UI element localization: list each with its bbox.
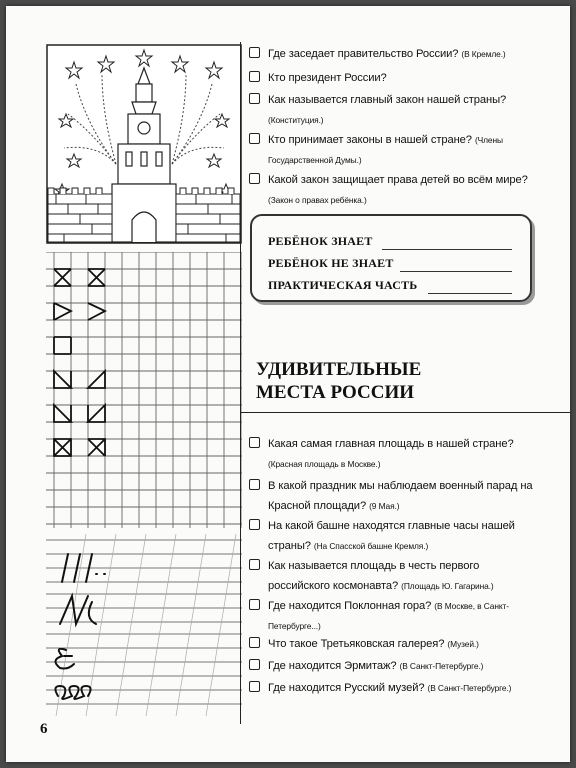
answer-hint: (В Кремле.)	[461, 49, 506, 59]
section-title-line: УДИВИТЕЛЬНЫЕ	[256, 359, 422, 380]
question-item	[249, 516, 537, 556]
answer-checkbox[interactable]	[249, 133, 260, 144]
question-item	[249, 634, 537, 654]
knows-answer-line[interactable]	[382, 249, 512, 250]
handwriting-practice	[46, 534, 242, 716]
question-text: Кто принимает законы в нашей стране?	[268, 134, 472, 146]
question-text: На какой башне находятся главные часы нашей страны?	[268, 520, 515, 552]
not-knows-label: РЕБЁНОК НЕ ЗНАЕТ	[268, 256, 394, 270]
answer-hint: (Площадь Ю. Гагарина.)	[401, 581, 494, 591]
column-divider	[240, 42, 241, 724]
answer-checkbox[interactable]	[249, 659, 260, 670]
answer-hint: (Конституция.)	[268, 115, 324, 125]
answer-hint: (Музей.)	[447, 639, 479, 649]
answer-checkbox[interactable]	[249, 637, 260, 648]
answer-hint: (Красная площадь в Москве.)	[268, 459, 381, 469]
answer-checkbox[interactable]	[249, 93, 260, 104]
question-text: Как называется площадь в честь первого российского космонавта?	[268, 560, 480, 592]
answer-checkbox[interactable]	[249, 47, 260, 58]
answer-checkbox[interactable]	[249, 599, 260, 610]
question-text: Где находится Поклонная гора?	[268, 600, 432, 612]
answer-hint: (9 Мая.)	[369, 501, 400, 511]
section-title-line: МЕСТА РОССИИ	[256, 382, 415, 403]
answer-hint: (Закон о правах ребёнка.)	[268, 195, 367, 205]
practice-label: ПРАКТИЧЕСКАЯ ЧАСТЬ	[268, 278, 418, 292]
question-item	[249, 68, 537, 88]
question-text: Как называется главный закон нашей страны?	[268, 94, 507, 106]
question-text: Кто президент России?	[268, 72, 387, 84]
question-item	[249, 130, 537, 170]
kremlin-illustration	[46, 44, 242, 244]
practice-answer-line[interactable]	[428, 293, 512, 294]
question-text: Какой закон защищает права детей во всём мире?	[268, 174, 528, 186]
question-item	[249, 44, 537, 64]
copy-pattern-grid	[46, 252, 242, 528]
question-text: Какая самая главная площадь в нашей стране?	[268, 438, 514, 450]
question-item	[249, 434, 537, 474]
answer-hint: (В Москве, в Санкт-Петербурге...)	[268, 601, 509, 631]
question-item	[249, 170, 537, 210]
assessment-box	[250, 214, 532, 302]
not-knows-answer-line[interactable]	[400, 271, 512, 272]
question-item	[249, 556, 537, 596]
question-item	[249, 678, 537, 698]
answer-checkbox[interactable]	[249, 437, 260, 448]
answer-checkbox[interactable]	[249, 479, 260, 490]
question-item	[249, 656, 537, 676]
question-item	[249, 476, 537, 516]
answer-hint: (В Санкт-Петербурге.)	[399, 661, 484, 671]
answer-hint: (Члены Государственной Думы.)	[268, 135, 503, 165]
question-text: В какой праздник мы наблюдаем военный парад на Красной площади?	[268, 480, 533, 512]
question-text: Где находится Русский музей?	[268, 682, 425, 694]
knows-label: РЕБЁНОК ЗНАЕТ	[268, 234, 373, 248]
question-item	[249, 596, 537, 636]
answer-checkbox[interactable]	[249, 173, 260, 184]
answer-checkbox[interactable]	[249, 519, 260, 530]
answer-checkbox[interactable]	[249, 681, 260, 692]
answer-hint: (На Спасской башне Кремля.)	[313, 541, 429, 551]
question-text: Где находится Эрмитаж?	[268, 660, 397, 672]
question-text: Что такое Третьяковская галерея?	[268, 638, 445, 650]
question-text: Где заседает правительство России?	[268, 48, 459, 60]
question-item	[249, 90, 537, 130]
page-number: 6	[40, 721, 48, 737]
answer-checkbox[interactable]	[249, 71, 260, 82]
workbook-page	[6, 6, 570, 762]
answer-checkbox[interactable]	[249, 559, 260, 570]
section-title	[256, 358, 536, 404]
answer-hint: (В Санкт-Петербурге.)	[427, 683, 512, 693]
section-divider	[240, 412, 570, 413]
